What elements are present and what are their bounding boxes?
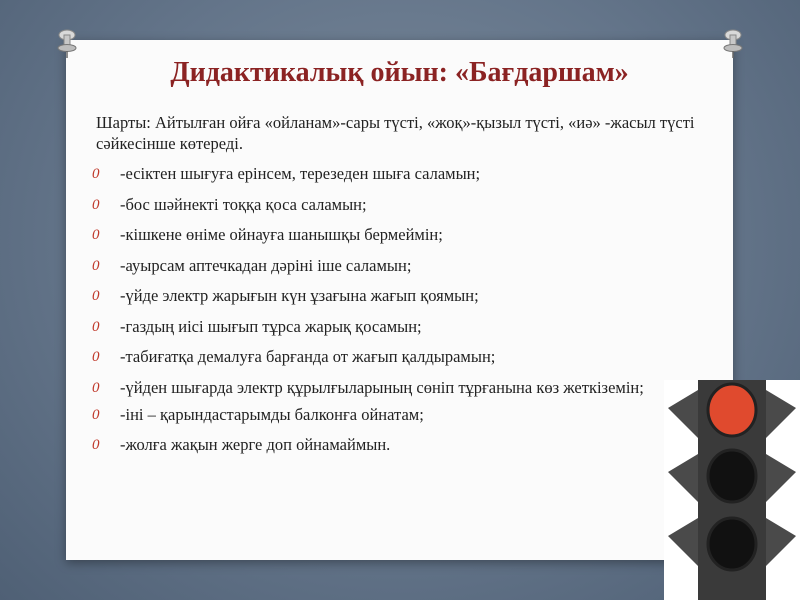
pushpin-icon (56, 28, 78, 58)
list-item: 0 -ауырсам аптечкадан дәріні іше саламын; (92, 255, 412, 275)
bullet-marker: 0 (92, 227, 100, 243)
list-item: 0 -есіктен шығуға ерінсем, терезеден шыға саламын; (92, 164, 481, 183)
page-title: Дидактикалық ойын: «Бағдаршам» (170, 57, 629, 88)
bullet-marker: 0 (92, 257, 100, 274)
bullet-marker: 0 (92, 288, 100, 304)
traffic-light-icon (664, 380, 800, 600)
list-item: 0 -кішкене өніме ойнауға шанышқы бермеймін; (92, 225, 443, 244)
bullet-marker: 0 (92, 196, 100, 213)
game-rules (96, 112, 716, 154)
statement-list (92, 164, 672, 466)
bullet-marker: 0 (92, 437, 100, 453)
list-item: 0 -іні – қарындастарымды балконға ойнатам; (92, 404, 424, 424)
list-item: 0 -үйден шығарда электр құрылғыларының сөніп тұрғанына көз жеткіземін; (92, 377, 644, 397)
rules-label: Шарты: (96, 113, 151, 132)
list-item: 0 -жолға жақын жерге доп ойнамаймын. (92, 435, 391, 454)
list-item: 0 -үйде электр жарығын күн ұзағына жағып қоямын; (92, 286, 479, 305)
list-item: 0 -бос шәйнекті тоққа қоса саламын; (92, 194, 367, 214)
bullet-marker: 0 (92, 318, 100, 335)
list-item: 0 -газдың иісі шығып тұрса жарық қосамын; (92, 316, 422, 336)
bullet-marker: 0 (92, 379, 100, 396)
rules-text: Айтылған ойға «ойланам»-сары түсті, «жоқ»-қызыл түсті, «иә» -жасыл түсті сәйкесінше көтереді. (96, 113, 695, 153)
bullet-marker: 0 (92, 406, 100, 423)
list-item: 0 -табиғатқа демалуға барғанда от жағып қалдырамын; (92, 347, 496, 366)
bullet-marker: 0 (92, 349, 100, 365)
pushpin-icon (722, 28, 744, 58)
bullet-marker: 0 (92, 166, 100, 182)
